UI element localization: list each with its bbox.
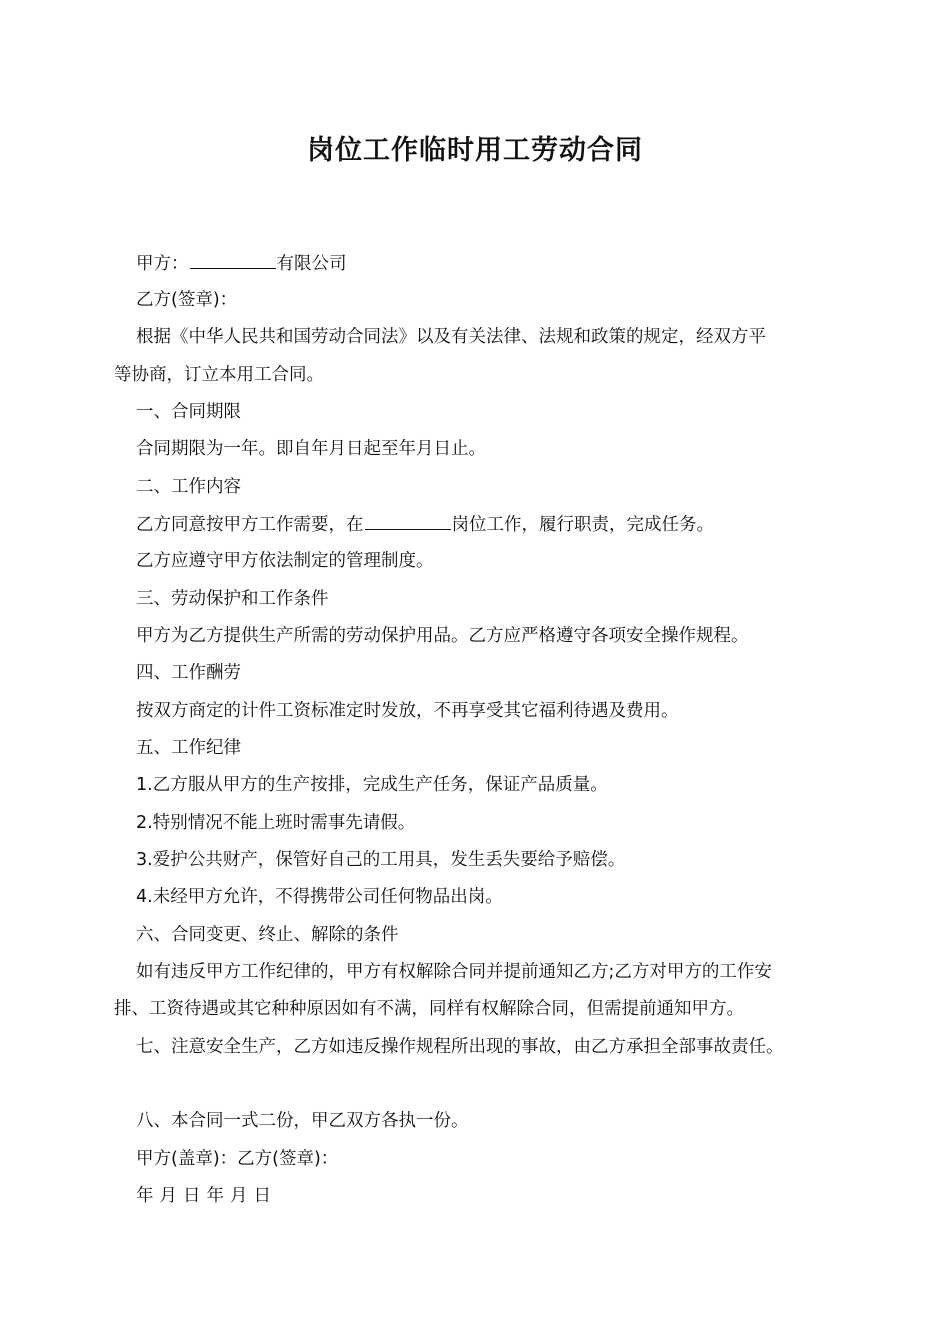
document-title: 岗位工作临时用工劳动合同 xyxy=(307,135,643,166)
list-item: 4.未经甲方允许，不得携带公司任何物品出岗。 xyxy=(136,887,503,907)
section-2-heading: 二、工作内容 xyxy=(136,477,241,497)
section-2-text-1 xyxy=(136,511,714,538)
position-blank xyxy=(365,511,451,530)
section-4-text: 按双方商定的计件工资标准定时发放，不再享受其它福利待遇及费用。 xyxy=(136,701,679,721)
section-2-text-1-before: 乙方同意按甲方工作需要，在 xyxy=(136,515,364,535)
section-7-text: 七、注意安全生产，乙方如违反操作规程所出现的事故，由乙方承担全部事故责任。 xyxy=(136,1037,784,1057)
section-6-line-2: 排、工资待遇或其它种种原因如有不满，同样有权解除合同，但需提前通知甲方。 xyxy=(114,999,744,1019)
intro-line-1: 根据《中华人民共和国劳动合同法》以及有关法律、法规和政策的规定，经双方平 xyxy=(136,327,766,347)
section-4-heading: 四、工作酬劳 xyxy=(136,663,241,683)
party-a-suffix: 有限公司 xyxy=(276,254,347,274)
party-a-line xyxy=(136,250,347,277)
section-8-text: 八、本合同一式二份，甲乙双方各执一份。 xyxy=(136,1111,469,1131)
intro-line-2: 等协商，订立本用工合同。 xyxy=(114,365,324,385)
section-2-text-2: 乙方应遵守甲方依法制定的管理制度。 xyxy=(136,551,434,571)
section-6-heading: 六、合同变更、终止、解除的条件 xyxy=(136,925,399,945)
list-item: 1.乙方服从甲方的生产按排，完成生产任务，保证产品质量。 xyxy=(136,775,608,795)
company-name-blank xyxy=(190,250,276,269)
list-item: 2.特别情况不能上班时需事先请假。 xyxy=(136,813,416,833)
list-item: 3.爱护公共财产，保管好自己的工用具，发生丢失要给予赔偿。 xyxy=(136,850,626,870)
party-b-line: 乙方(签章)： xyxy=(136,290,238,310)
section-6-line-1: 如有违反甲方工作纪律的，甲方有权解除合同并提前通知乙方;乙方对甲方的工作安 xyxy=(136,962,772,982)
section-5-heading: 五、工作纪律 xyxy=(136,738,241,758)
section-1-text: 合同期限为一年。即自年月日起至年月日止。 xyxy=(136,439,486,459)
party-a-label: 甲方： xyxy=(136,254,189,274)
section-3-text: 甲方为乙方提供生产所需的劳动保护用品。乙方应严格遵守各项安全操作规程。 xyxy=(136,626,749,646)
section-3-heading: 三、劳动保护和工作条件 xyxy=(136,589,329,609)
section-2-text-1-after: 岗位工作，履行职责，完成任务。 xyxy=(451,515,714,535)
date-line: 年月日年月日 xyxy=(136,1186,277,1206)
section-1-heading: 一、合同期限 xyxy=(136,402,241,422)
signature-line: 甲方(盖章)：乙方(签章)： xyxy=(136,1149,339,1169)
